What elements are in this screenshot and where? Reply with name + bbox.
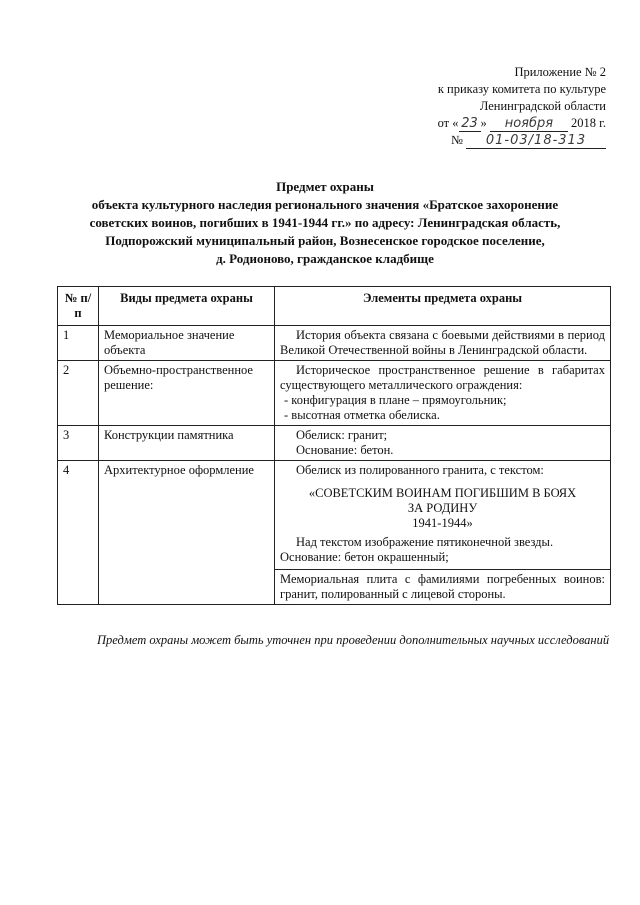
table-row [58,326,611,361]
document-title [40,178,610,268]
row-elements [275,461,611,605]
table-row [58,461,611,605]
list-item: - конфигурация в плане – прямоугольник; [284,393,605,408]
base-description: Основание: бетон окрашенный; [280,550,449,564]
order-date [376,115,606,132]
title-line-3: советских воинов, погибших в 1941-1944 гг.» по адресу: Ленинградская область, [89,215,561,230]
elements-text: История объекта связана с боевыми действиями в период Великой Отечественной войны в Ленинградской области. [280,328,605,357]
obelisk-intro: Обелиск из полированного гранита, с текстом: [296,463,544,477]
elements-text: Историческое пространственное решение в габаритах существующего металлического ограждения: [280,363,605,392]
header-elements: Элементы предмета охраны [275,287,611,326]
date-year: 2018 г. [571,116,606,130]
header-kind: Виды предмета охраны [99,287,275,326]
footnote: Предмет охраны может быть уточнен при проведении дополнительных научных исследований [97,633,610,647]
plate-description: Мемориальная плита с фамилиями погребенных воинов: гранит, полированный с лицевой стороны. [280,572,605,601]
star-description: Над текстом изображение пятиконечной звезды. [296,535,554,549]
row-kind: Архитектурное оформление [99,461,275,605]
protection-table [57,286,611,605]
title-line-1: Предмет охраны [276,179,374,194]
elements-line: Обелиск: гранит; [296,428,388,442]
date-month-handwritten: ноября [490,117,568,132]
row-kind: Мемориальное значение объекта [99,326,275,361]
header-number: № п/п [58,287,99,326]
list-item: - высотная отметка обелиска. [284,408,605,423]
table-row [58,426,611,461]
table-header-row [58,287,611,326]
date-mid: » [480,116,487,130]
inscription-line-3: 1941-1944» [412,516,473,530]
row-kind: Объемно-пространственное решение: [99,361,275,426]
row-elements [275,326,611,361]
order-reference: к приказу комитета по культуре [437,82,606,96]
title-line-4: Подпорожский муниципальный район, Вознесенское городское поселение, [105,233,545,248]
row-number: 1 [58,326,99,361]
elements-line: Основание: бетон. [296,443,394,457]
row-elements [275,426,611,461]
appendix-number: Приложение № 2 [514,65,606,79]
row-divider [275,569,610,570]
inscription-line-2: ЗА РОДИНУ [407,501,478,515]
date-day-handwritten: 23 [459,117,481,132]
row-elements [275,361,611,426]
inscription-line-1: «СОВЕТСКИМ ВОИНАМ ПОГИБШИМ В БОЯХ [308,486,577,500]
region-name: Ленинградской области [479,99,606,113]
title-line-5: д. Родионово, гражданское кладбище [216,251,434,266]
order-number [376,132,606,149]
row-kind: Конструкции памятника [99,426,275,461]
row-number: 3 [58,426,99,461]
title-line-2: объекта культурного наследия регионального значения «Братское захоронение [91,197,559,212]
appendix-header [376,64,606,149]
order-number-handwritten: 01-03/18-313 [466,134,606,149]
elements-list [280,393,605,423]
obelisk-inscription [280,486,605,531]
row-number: 4 [58,461,99,605]
date-prefix: от « [437,116,459,130]
row-number: 2 [58,361,99,426]
number-prefix: № [450,133,463,147]
table-row [58,361,611,426]
